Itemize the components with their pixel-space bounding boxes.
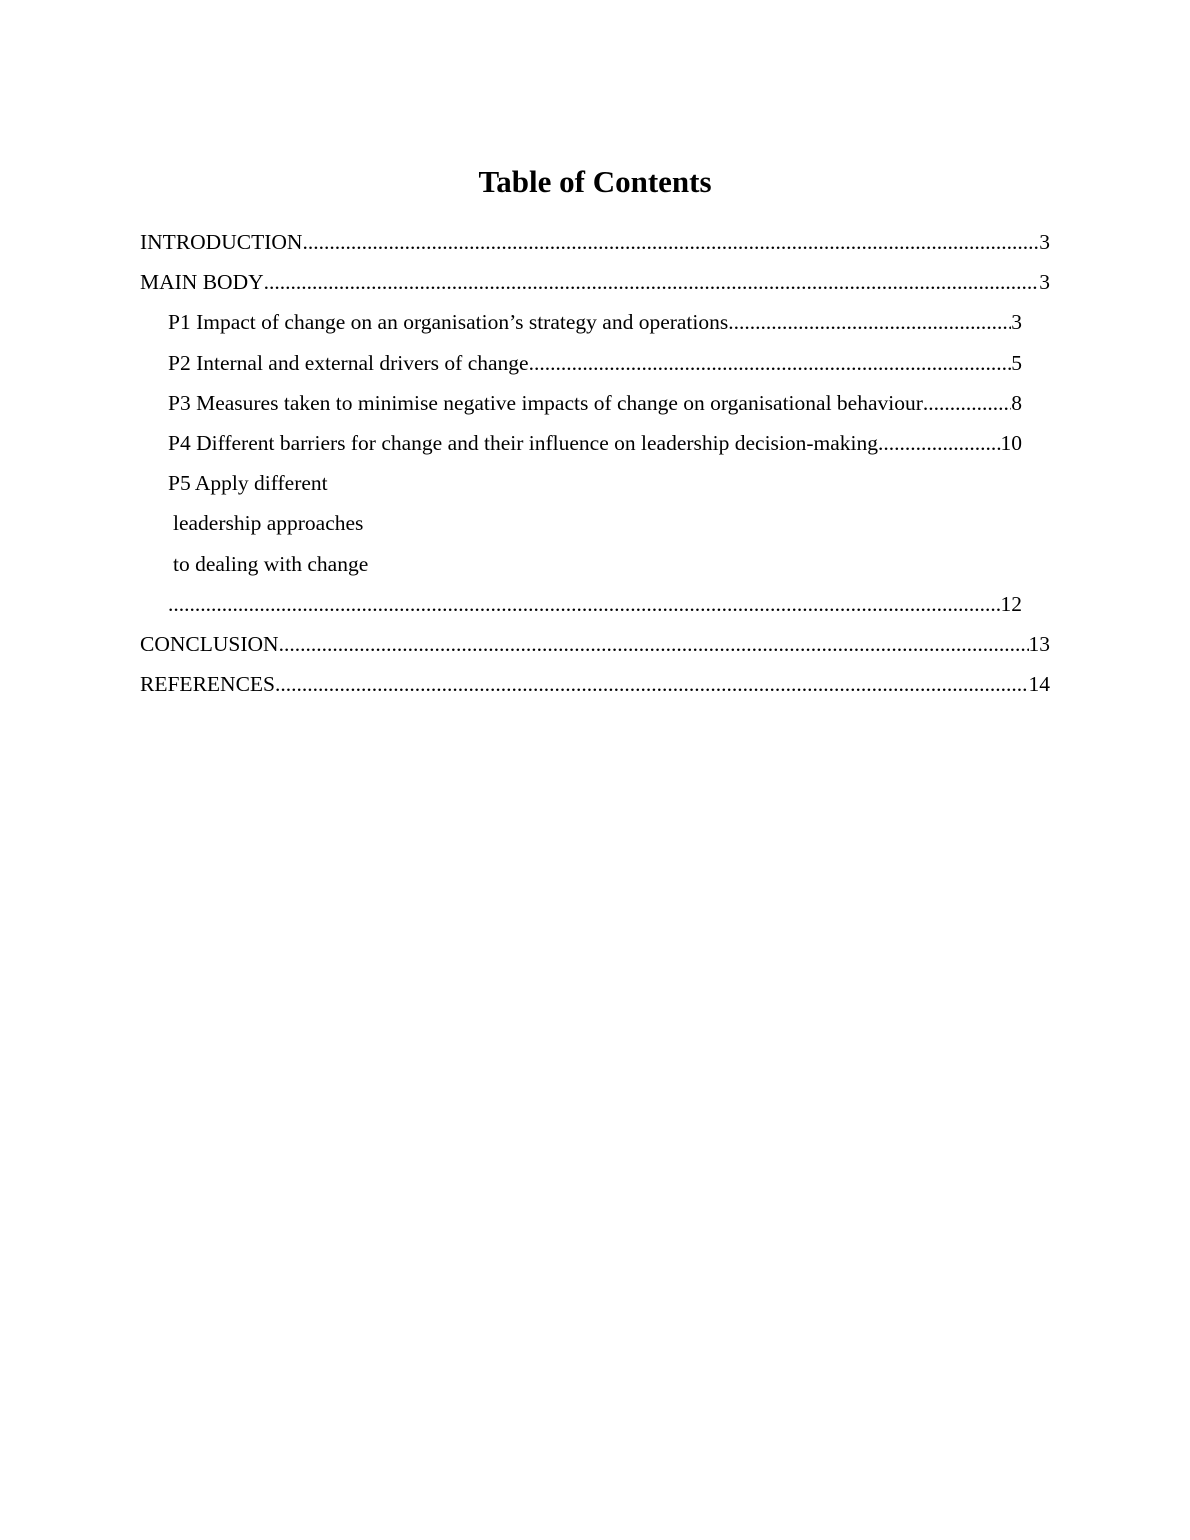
toc-entry-label: MAIN BODY: [140, 270, 264, 295]
toc-dot-leader: [279, 624, 1029, 664]
toc-entry-page: 12: [1000, 591, 1022, 616]
toc-entry-page: 3: [1039, 230, 1050, 254]
toc-entry-page: 8: [1011, 390, 1022, 415]
toc-entry-p5-line-3[interactable]: [168, 544, 1022, 584]
toc-list: [140, 222, 1050, 704]
toc-dot-leader: [264, 262, 1040, 302]
toc-dot-leader: [728, 302, 1011, 342]
toc-entry-p3[interactable]: [168, 383, 1022, 423]
toc-dot-leader: [878, 423, 1000, 463]
toc-dot-leader: [168, 584, 1001, 624]
toc-entry-p5-line-2[interactable]: [168, 503, 1022, 543]
toc-entry-label: P1 Impact of change on an organisation’s strategy and operations: [168, 310, 729, 335]
toc-entry-label: P2 Internal and external drivers of change: [168, 350, 529, 375]
toc-title: Table of Contents: [478, 164, 712, 199]
toc-entry-p4[interactable]: [168, 423, 1022, 463]
toc-entry-label: P5 Apply different: [168, 471, 328, 496]
toc-entry-label: P3 Measures taken to minimise negative impacts of change on organisational behaviour: [168, 390, 923, 415]
toc-entry-label: CONCLUSION: [140, 631, 279, 656]
toc-entry-p1[interactable]: [168, 302, 1022, 342]
toc-dot-leader: [923, 383, 1011, 423]
toc-entry-page: 14: [1028, 672, 1050, 697]
toc-entry-page: 10: [1000, 430, 1022, 455]
toc-entry-page: 3: [1011, 310, 1022, 335]
toc-entry-page: 13: [1028, 631, 1050, 656]
toc-entry-label: INTRODUCTION: [140, 230, 303, 254]
toc-entry-page: 5: [1011, 350, 1022, 375]
toc-entry-main-body[interactable]: [140, 262, 1050, 302]
toc-entry-page: 3: [1039, 270, 1050, 295]
toc-entry-label: to dealing with change: [173, 551, 369, 576]
toc-dot-leader: [275, 664, 1029, 704]
toc-entry-conclusion[interactable]: [140, 624, 1050, 664]
toc-dot-leader: [302, 222, 1039, 262]
toc-entry-label: leadership approaches: [173, 511, 364, 536]
toc-entry-p5-leader-line[interactable]: [168, 584, 1022, 624]
toc-entry-references[interactable]: [140, 664, 1050, 704]
toc-entry-p2[interactable]: [168, 343, 1022, 383]
toc-entry-introduction[interactable]: [140, 222, 1050, 262]
toc-entry-label: REFERENCES: [140, 672, 275, 697]
toc-entry-label: P4 Different barriers for change and their influence on leadership decision-making: [168, 430, 879, 455]
toc-entry-p5-line-1[interactable]: [168, 463, 1022, 503]
toc-dot-leader: [529, 343, 1012, 383]
